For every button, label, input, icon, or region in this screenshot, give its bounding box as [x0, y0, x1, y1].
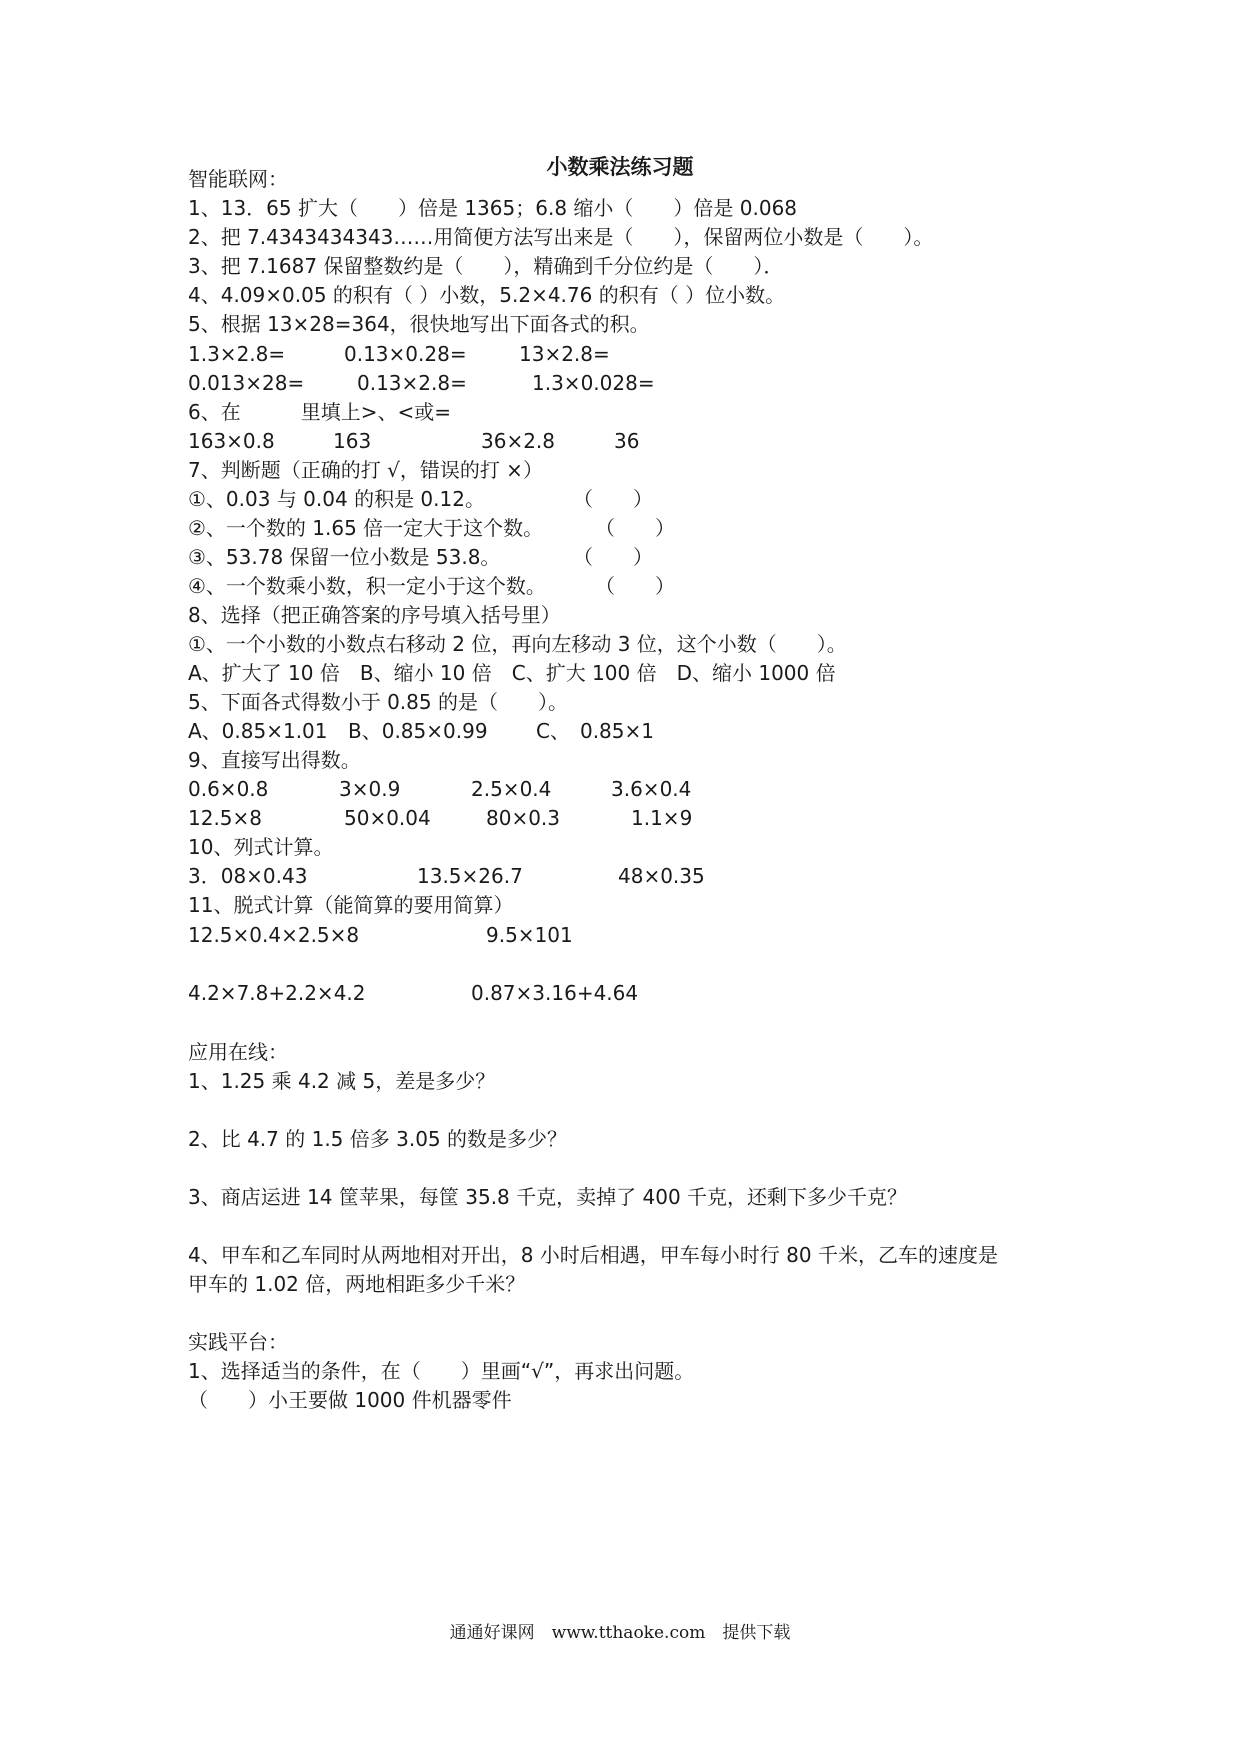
choice-option: C、 0.85×1 — [536, 719, 654, 743]
question-9: 9、直接写出得数。 — [188, 748, 361, 772]
choice-item-1: ①、一个小数的小数点右移动 2 位，再向左移动 3 位，这个小数（ ）。 — [188, 632, 847, 656]
expression: 3．08×0.43 — [188, 864, 308, 888]
expression: 50×0.04 — [344, 806, 431, 830]
question-1: 1、13．65 扩大（ ）倍是 1365；6.8 缩小（ ）倍是 0.068 — [188, 196, 798, 220]
question-7: 7、判断题（正确的打 √，错误的打 ×） — [188, 458, 543, 482]
question-3: 3、把 7.1687 保留整数约是（ ），精确到千分位约是（ ）． — [188, 254, 784, 278]
judgment-statement: ④、一个数乘小数，积一定小于这个数。 — [188, 574, 546, 598]
expression: 80×0.3 — [486, 806, 561, 830]
expression: 2.5×0.4 — [471, 777, 552, 801]
expression: 1.1×9 — [631, 806, 693, 830]
footer-credit: 通通好课网 www.tthaoke.com 提供下载 — [449, 1623, 791, 1643]
answer-blank: （ ） — [595, 574, 675, 598]
page-title: 小数乘法练习题 — [546, 154, 694, 179]
expression: 0.13×0.28= — [344, 342, 467, 366]
expression: 36×2.8 — [481, 429, 556, 453]
expression: 0.013×28= — [188, 371, 305, 395]
word-problem-4-line-2: 甲车的 1.02 倍，两地相距多少千米？ — [188, 1272, 526, 1296]
judgment-statement: ②、一个数的 1.65 倍一定大于这个数。 — [188, 516, 544, 540]
expression: 1.3×2.8= — [188, 342, 286, 366]
expression: 0.13×2.8= — [357, 371, 467, 395]
expression: 13×2.8= — [519, 342, 610, 366]
expression: 1.3×0.028= — [532, 371, 655, 395]
expression: 36 — [614, 429, 640, 453]
section-heading-smart-network: 智能联网： — [188, 167, 288, 191]
question-2: 2、把 7.4343434343……用简便方法写出来是（ ），保留两位小数是（ ）。 — [188, 225, 934, 249]
word-problem-4-line-1: 4、甲车和乙车同时从两地相对开出，8 小时后相遇，甲车每小时行 80 千米，乙车的速度是 — [188, 1243, 998, 1267]
choice-option: B、0.85×0.99 — [348, 719, 488, 743]
word-problem-2: 2、比 4.7 的 1.5 倍多 3.05 的数是多少？ — [188, 1127, 568, 1151]
expression: 9.5×101 — [486, 923, 573, 947]
expression: 4.2×7.8+2.2×4.2 — [188, 981, 366, 1005]
section-heading-practice: 实践平台： — [188, 1330, 288, 1354]
expression: 163 — [333, 429, 372, 453]
expression: 163×0.8 — [188, 429, 275, 453]
expression: 0.6×0.8 — [188, 777, 269, 801]
expression: 0.87×3.16+4.64 — [471, 981, 639, 1005]
choice-option: A、0.85×1.01 — [188, 719, 328, 743]
expression: 13.5×26.7 — [417, 864, 523, 888]
expression: 3×0.9 — [339, 777, 401, 801]
question-8: 8、选择（把正确答案的序号填入括号里） — [188, 603, 561, 627]
judgment-statement: ①、0.03 与 0.04 的积是 0.12。 — [188, 487, 485, 511]
answer-blank: （ ） — [573, 487, 653, 511]
question-5: 5、根据 13×28=364，很快地写出下面各式的积。 — [188, 312, 650, 336]
answer-blank: （ ） — [573, 545, 653, 569]
expression: 12.5×8 — [188, 806, 263, 830]
section-heading-application: 应用在线： — [188, 1040, 288, 1064]
expression: 3.6×0.4 — [611, 777, 692, 801]
question-6: 6、在 里填上>、<或= — [188, 400, 451, 424]
question-10: 10、列式计算。 — [188, 835, 334, 859]
choice-item-2: 5、下面各式得数小于 0.85 的是（ ）。 — [188, 690, 568, 714]
question-4: 4、4.09×0.05 的积有（ ）小数，5.2×4.76 的积有（ ）位小数。 — [188, 283, 786, 307]
word-problem-3: 3、商店运进 14 筐苹果，每筐 35.8 千克，卖掉了 400 千克，还剩下多少千克？ — [188, 1185, 908, 1209]
expression: 48×0.35 — [618, 864, 705, 888]
judgment-statement: ③、53.78 保留一位小数是 53.8。 — [188, 545, 501, 569]
practice-condition: （ ）小王要做 1000 件机器零件 — [188, 1388, 512, 1412]
question-11: 11、脱式计算（能简算的要用简算） — [188, 893, 514, 917]
expression: 12.5×0.4×2.5×8 — [188, 923, 360, 947]
practice-problem-1: 1、选择适当的条件，在（ ）里画“√”，再求出问题。 — [188, 1359, 695, 1383]
word-problem-1: 1、1.25 乘 4.2 减 5，差是多少？ — [188, 1069, 496, 1093]
answer-blank: （ ） — [595, 516, 675, 540]
choice-item-1-options: A、扩大了 10 倍 B、缩小 10 倍 C、扩大 100 倍 D、缩小 1000 倍 — [188, 661, 836, 685]
